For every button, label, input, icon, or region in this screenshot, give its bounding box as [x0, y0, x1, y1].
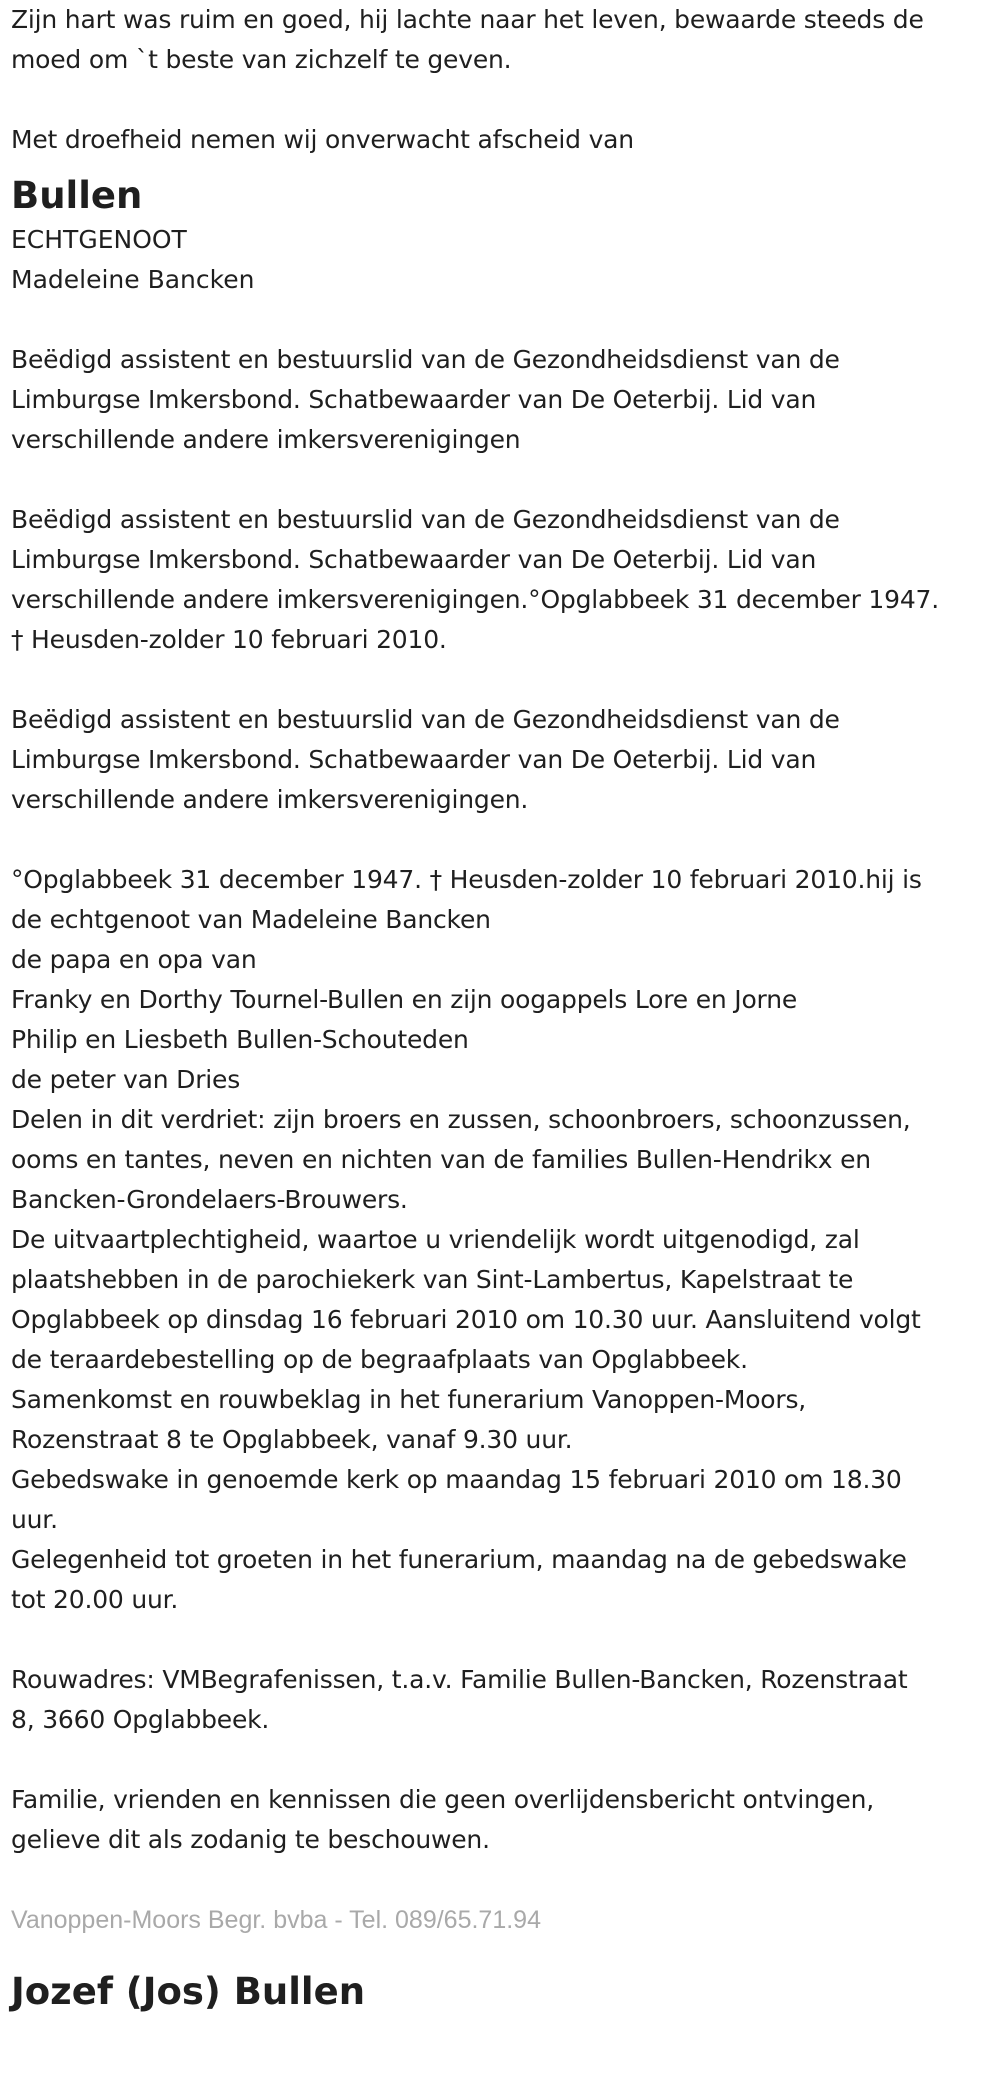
obituary-page [11, 0, 996, 2020]
details-line: tot 20.00 uur. [11, 1585, 179, 1614]
intro-line-1: Zijn hart was ruim en goed, hij lachte naar het leven, bewaarde steeds de [11, 5, 924, 34]
bio-line: verschillende andere imkersverenigingen.°Opglabbeek 31 december 1947. [11, 585, 939, 614]
details-line: uur. [11, 1505, 58, 1534]
bio-line: verschillende andere imkersverenigingen [11, 425, 521, 454]
details-block [11, 860, 996, 1620]
bio-block-2 [11, 500, 996, 660]
details-line: Delen in dit verdriet: zijn broers en zussen, schoonbroers, schoonzussen, [11, 1105, 911, 1134]
mourning-address [11, 1660, 996, 1740]
details-line: plaatshebben in de parochiekerk van Sint-Lambertus, Kapelstraat te [11, 1265, 854, 1294]
full-name-heading: Jozef (Jos) Bullen [11, 1970, 366, 2013]
details-line: Samenkomst en rouwbeklag in het funerarium Vanoppen-Moors, [11, 1385, 807, 1414]
relation-label: ECHTGENOOT [11, 225, 187, 254]
details-line: de peter van Dries [11, 1065, 241, 1094]
bio-line: Limburgse Imkersbond. Schatbewaarder van De Oeterbij. Lid van [11, 545, 817, 574]
details-line: Opglabbeek op dinsdag 16 februari 2010 om 10.30 uur. Aansluitend volgt [11, 1305, 921, 1334]
details-line: Franky en Dorthy Tournel-Bullen en zijn oogappels Lore en Jorne [11, 985, 798, 1014]
funeral-home-credit: Vanoppen-Moors Begr. bvba - Tel. 089/65.71.94 [11, 1906, 541, 1934]
notice-block [11, 1780, 996, 1860]
details-line: Rozenstraat 8 te Opglabbeek, vanaf 9.30 uur. [11, 1425, 573, 1454]
bio-line: Limburgse Imkersbond. Schatbewaarder van De Oeterbij. Lid van [11, 385, 817, 414]
details-line: De uitvaartplechtigheid, waartoe u vriendelijk wordt uitgenodigd, zal [11, 1225, 860, 1254]
bio-line: Limburgse Imkersbond. Schatbewaarder van De Oeterbij. Lid van [11, 745, 817, 774]
bio-line: Beëdigd assistent en bestuurslid van de Gezondheidsdienst van de [11, 705, 840, 734]
details-line: Gebedswake in genoemde kerk op maandag 15 februari 2010 om 18.30 [11, 1465, 902, 1494]
notice-line: gelieve dit als zodanig te beschouwen. [11, 1825, 490, 1854]
address-line: Rouwadres: VMBegrafenissen, t.a.v. Familie Bullen-Bancken, Rozenstraat [11, 1665, 908, 1694]
details-line: de papa en opa van [11, 945, 257, 974]
details-line: ooms en tantes, neven en nichten van de families Bullen-Hendrikx en [11, 1145, 871, 1174]
notice-line: Familie, vrienden en kennissen die geen overlijdensbericht ontvingen, [11, 1785, 875, 1814]
bio-block-1 [11, 340, 996, 460]
details-line: Bancken-Grondelaers-Brouwers. [11, 1185, 408, 1214]
details-line: Philip en Liesbeth Bullen-Schouteden [11, 1025, 469, 1054]
bio-line: † Heusden-zolder 10 februari 2010. [11, 625, 447, 654]
bio-line: Beëdigd assistent en bestuurslid van de Gezondheidsdienst van de [11, 345, 840, 374]
surname-heading: Bullen [11, 174, 143, 217]
spouse-name: Madeleine Bancken [11, 265, 255, 294]
intro-line-2: moed om `t beste van zichzelf te geven. [11, 45, 512, 74]
details-line: °Opglabbeek 31 december 1947. † Heusden-zolder 10 februari 2010.hij is [11, 865, 922, 894]
announcement-line: Met droefheid nemen wij onverwacht afscheid van [11, 125, 634, 154]
address-line: 8, 3660 Opglabbeek. [11, 1705, 270, 1734]
details-line: de teraardebestelling op de begraafplaats van Opglabbeek. [11, 1345, 748, 1374]
bio-line: verschillende andere imkersverenigingen. [11, 785, 529, 814]
bio-block-3 [11, 700, 996, 820]
bio-line: Beëdigd assistent en bestuurslid van de Gezondheidsdienst van de [11, 505, 840, 534]
details-line: de echtgenoot van Madeleine Bancken [11, 905, 491, 934]
details-line: Gelegenheid tot groeten in het funerarium, maandag na de gebedswake [11, 1545, 907, 1574]
